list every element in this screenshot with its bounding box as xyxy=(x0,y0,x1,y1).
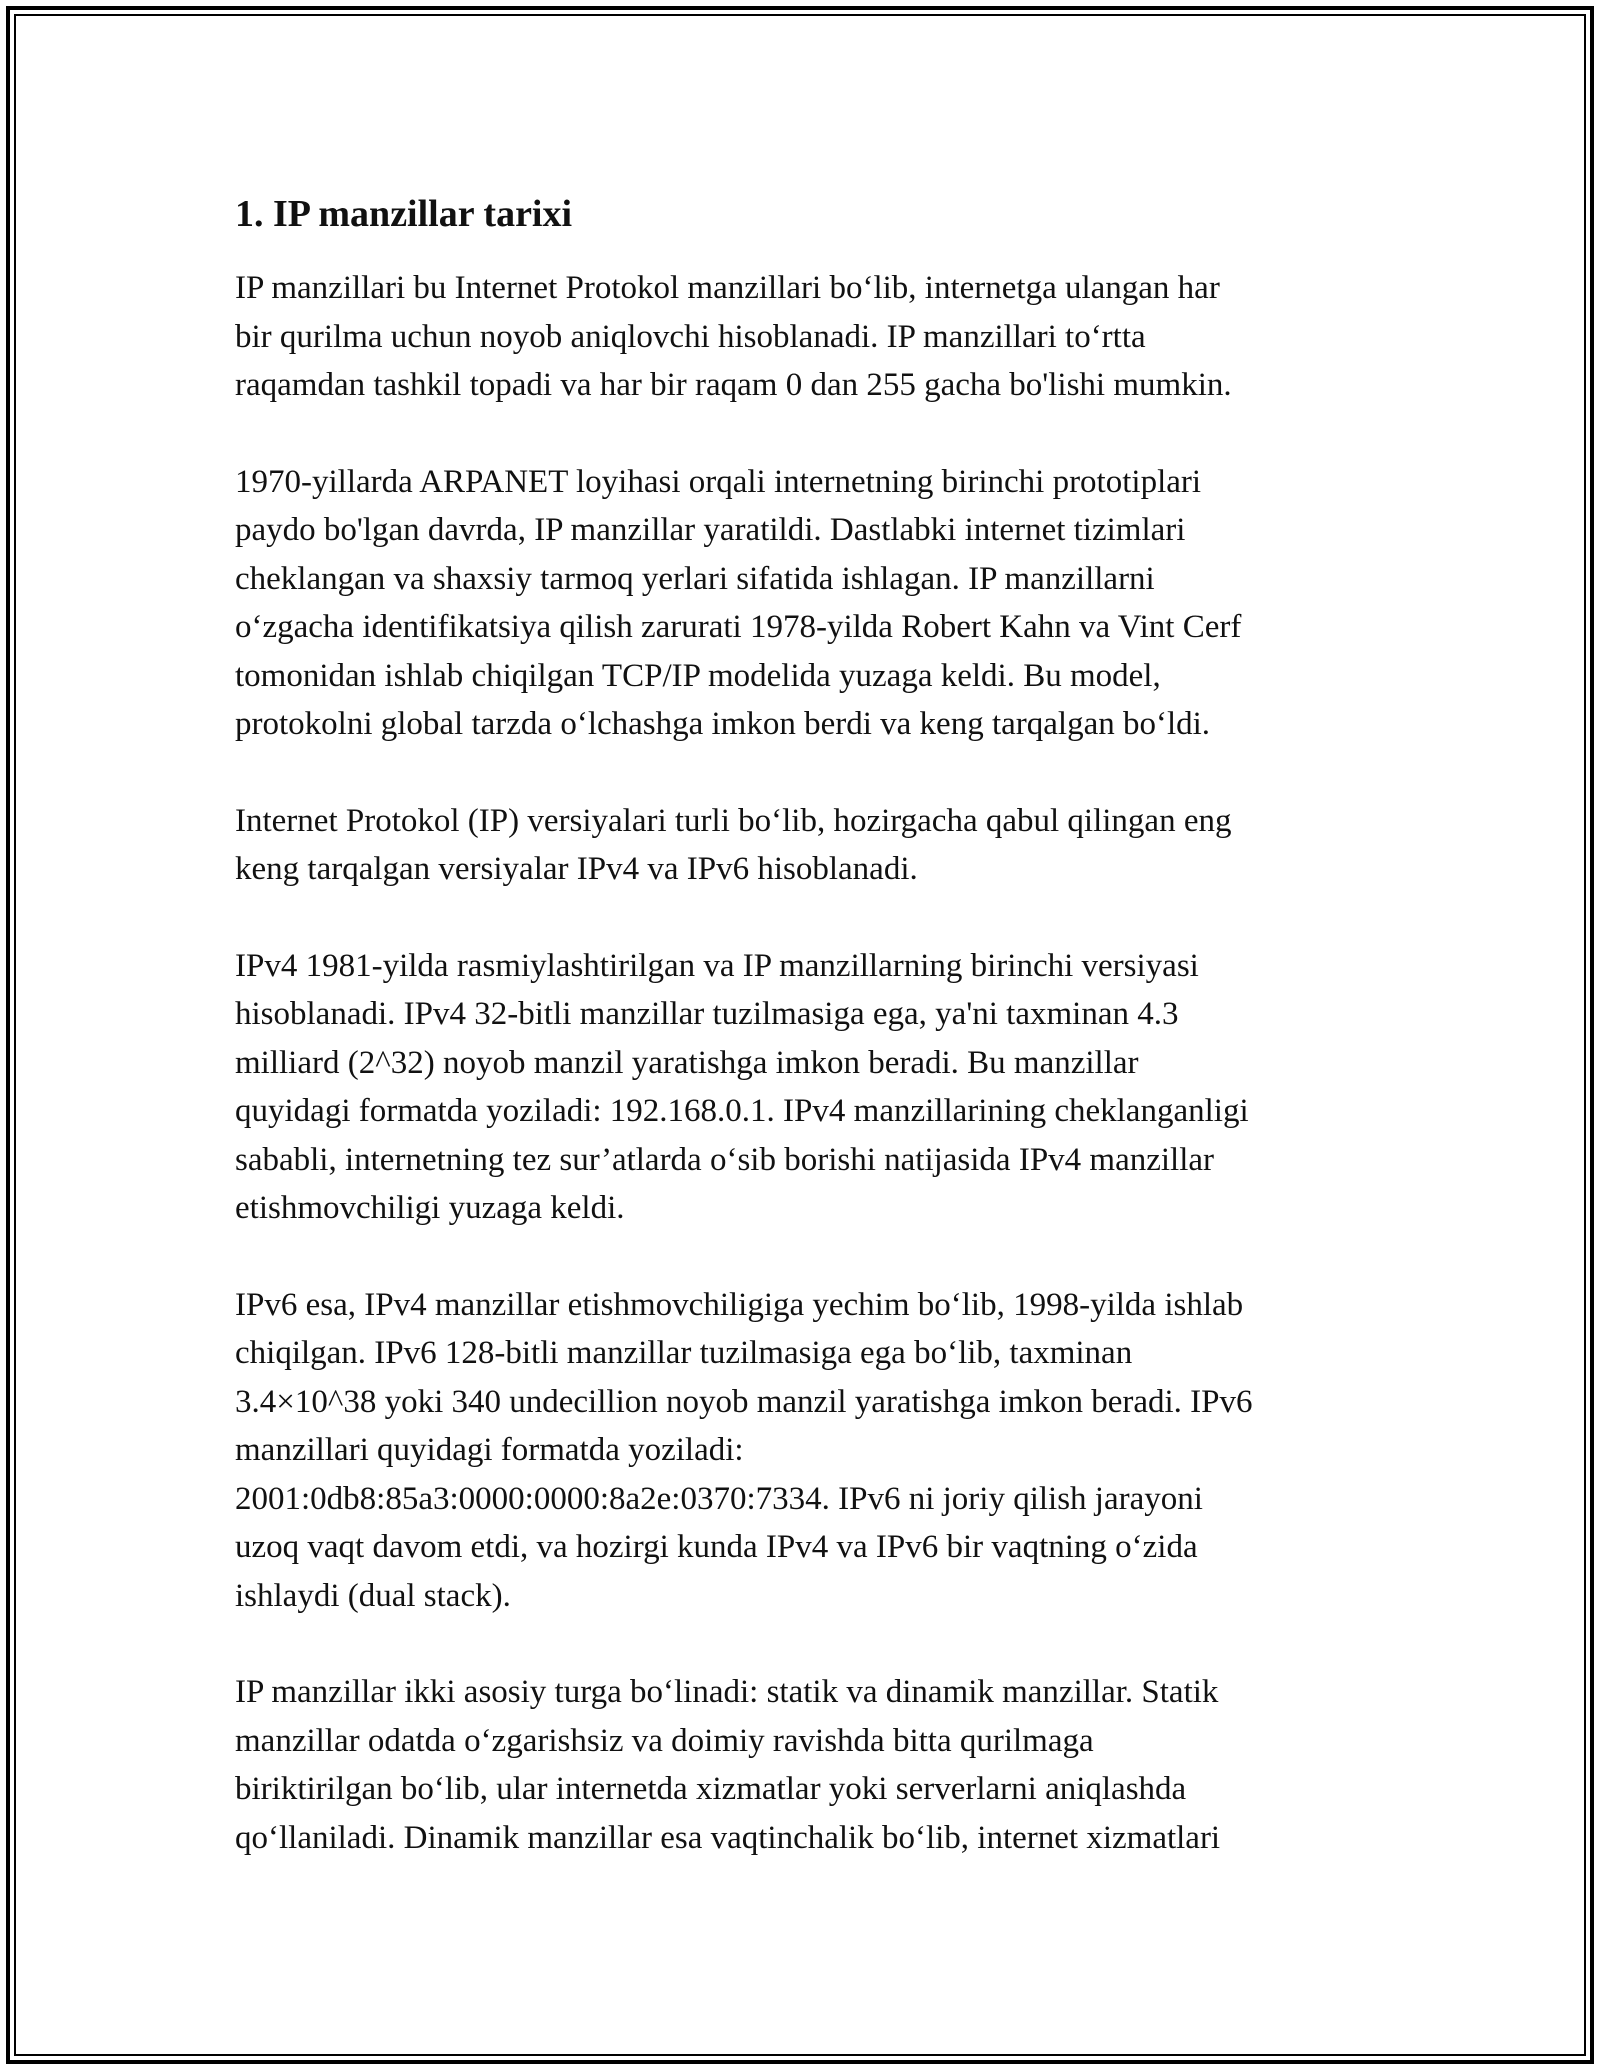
paragraph-arpanet-history: 1970-yillarda ARPANET loyihasi orqali internetning birinchi prototiplari paydo bo'lgan davrda, IP manzillar yaratildi. Dastlabki internet tizimlari cheklangan va shaxsiy tarmoq yerlari sifatida ishlagan. IP manzillarni o‘zgacha identifikatsiya qilish zarurati 1978-yilda Robert Kahn va Vint Cerf tomonidan ishlab chiqilgan TCP/IP modelida yuzaga keldi. Bu model, protokolni global tarzda o‘lchashga imkon berdi va keng tarqalgan bo‘ldi. xyxy=(235,463,1242,742)
paragraph-static-dynamic: IP manzillar ikki asosiy turga bo‘linadi: statik va dinamik manzillar. Statik manzillar odatda o‘zgarishsiz va doimiy ravishda bitta qurilmaga biriktirilgan bo‘lib, ular internetda xizmatlar yoki serverlarni aniqlashda qo‘llaniladi. Dinamik manzillar esa vaqtinchalik bo‘lib, internet xizmatlari xyxy=(235,1674,1221,1856)
paragraph-ipv4: IPv4 1981-yilda rasmiylashtirilgan va IP manzillarning birinchi versiyasi hisoblanadi. IPv4 32-bitli manzillar tuzilmasiga ega, ya'ni taxminan 4.3 milliard (2^32) noyob manzil yaratishga imkon beradi. Bu manzillar quyidagi formatda yoziladi: 192.168.0.1. IPv4 manzillarining cheklanganligi sababli, internetning tez sur’atlarda o‘sib borishi natijasida IPv4 manzillar etishmovchiligi yuzaga keldi. xyxy=(235,947,1249,1226)
paragraph-ip-definition: IP manzillari bu Internet Protokol manzillari bo‘lib, internetga ulangan har bir qurilma uchun noyob aniqlovchi hisoblanadi. IP manzillari to‘rtta raqamdan tashkil topadi va har bir raqam 0 dan 255 gacha bo'lishi mumkin. xyxy=(235,270,1232,403)
paragraph-ipv6: IPv6 esa, IPv4 manzillar etishmovchiligiga yechim bo‘lib, 1998-yilda ishlab chiqilgan. IPv6 128-bitli manzillar tuzilmasiga ega bo‘lib, taxminan 3.4×10^38 yoki 340 undecillion noyob manzil yaratishga imkon beradi. IPv6 manzillari quyidagi formatda yoziladi: 2001:0db8:85a3:0000:0000:8a2e:0370:7334. IPv6 ni joriy qilish jarayoni uzoq vaqt davom etdi, va hozirgi kunda IPv4 va IPv6 bir vaqtning o‘zida ishlaydi (dual stack). xyxy=(235,1286,1253,1614)
section-heading: 1. IP manzillar tarixi xyxy=(235,193,573,235)
document-body xyxy=(235,186,1385,1910)
paragraph-ip-versions: Internet Protokol (IP) versiyalari turli bo‘lib, hozirgacha qabul qilingan eng keng tarqalgan versiyalar IPv4 va IPv6 hisoblanadi. xyxy=(235,802,1232,887)
